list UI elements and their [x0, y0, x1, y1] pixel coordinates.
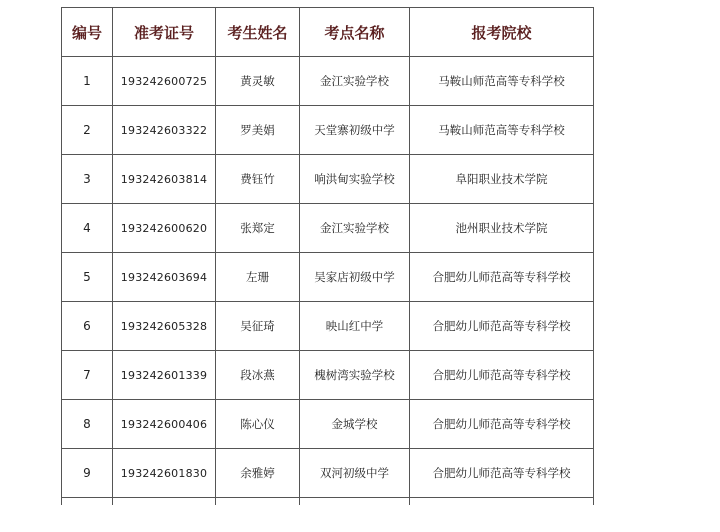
cell-exam-site: 金江实验学校 [300, 57, 410, 106]
table-row [62, 204, 594, 253]
table-row-partial [62, 498, 594, 506]
cell-exam-id: 193242601339 [113, 351, 216, 400]
cell-target-school: 合肥幼儿师范高等专科学校 [410, 351, 594, 400]
cell-target-school: 池州职业技术学院 [410, 204, 594, 253]
admission-roster-table [61, 7, 594, 505]
cell-exam-site: 吴家店初级中学 [300, 253, 410, 302]
table-row [62, 155, 594, 204]
cell-exam-site: 金江实验学校 [300, 204, 410, 253]
table-row [62, 351, 594, 400]
cell-exam-id: 193242600406 [113, 400, 216, 449]
column-header-exam-site: 考点名称 [300, 8, 410, 57]
cell-empty [410, 498, 594, 506]
cell-exam-id: 193242603322 [113, 106, 216, 155]
cell-number: 5 [62, 253, 113, 302]
cell-exam-site: 响洪甸实验学校 [300, 155, 410, 204]
cell-student-name: 费钰竹 [216, 155, 300, 204]
column-header-target-school: 报考院校 [410, 8, 594, 57]
table-row [62, 400, 594, 449]
table-row [62, 253, 594, 302]
cell-target-school: 合肥幼儿师范高等专科学校 [410, 400, 594, 449]
table-row [62, 302, 594, 351]
cell-exam-site: 金城学校 [300, 400, 410, 449]
cell-target-school: 合肥幼儿师范高等专科学校 [410, 302, 594, 351]
cell-empty [300, 498, 410, 506]
cell-student-name: 黄灵敏 [216, 57, 300, 106]
cell-target-school: 合肥幼儿师范高等专科学校 [410, 449, 594, 498]
cell-number: 8 [62, 400, 113, 449]
cell-target-school: 阜阳职业技术学院 [410, 155, 594, 204]
cell-number: 3 [62, 155, 113, 204]
cell-number: 4 [62, 204, 113, 253]
cell-number: 6 [62, 302, 113, 351]
cell-empty [216, 498, 300, 506]
cell-empty [62, 498, 113, 506]
cell-number: 2 [62, 106, 113, 155]
cell-target-school: 合肥幼儿师范高等专科学校 [410, 253, 594, 302]
column-header-student-name: 考生姓名 [216, 8, 300, 57]
cell-student-name: 陈心仪 [216, 400, 300, 449]
cell-target-school: 马鞍山师范高等专科学校 [410, 106, 594, 155]
admission-roster-sheet [61, 7, 594, 505]
cell-student-name: 段冰燕 [216, 351, 300, 400]
cell-exam-site: 双河初级中学 [300, 449, 410, 498]
cell-student-name: 余雅婷 [216, 449, 300, 498]
cell-number: 9 [62, 449, 113, 498]
cell-empty [113, 498, 216, 506]
table-row [62, 449, 594, 498]
cell-number: 7 [62, 351, 113, 400]
cell-student-name: 罗美娟 [216, 106, 300, 155]
cell-exam-site: 映山红中学 [300, 302, 410, 351]
cell-target-school: 马鞍山师范高等专科学校 [410, 57, 594, 106]
cell-exam-id: 193242601830 [113, 449, 216, 498]
cell-exam-id: 193242600620 [113, 204, 216, 253]
column-header-exam-id: 准考证号 [113, 8, 216, 57]
cell-exam-id: 193242603694 [113, 253, 216, 302]
cell-student-name: 吴征琦 [216, 302, 300, 351]
cell-exam-id: 193242600725 [113, 57, 216, 106]
cell-exam-id: 193242603814 [113, 155, 216, 204]
table-row [62, 57, 594, 106]
cell-exam-site: 天堂寨初级中学 [300, 106, 410, 155]
cell-exam-site: 槐树湾实验学校 [300, 351, 410, 400]
cell-number: 1 [62, 57, 113, 106]
cell-student-name: 左珊 [216, 253, 300, 302]
table-row [62, 106, 594, 155]
table-header-row [62, 8, 594, 57]
cell-exam-id: 193242605328 [113, 302, 216, 351]
column-header-number: 编号 [62, 8, 113, 57]
cell-student-name: 张郑定 [216, 204, 300, 253]
